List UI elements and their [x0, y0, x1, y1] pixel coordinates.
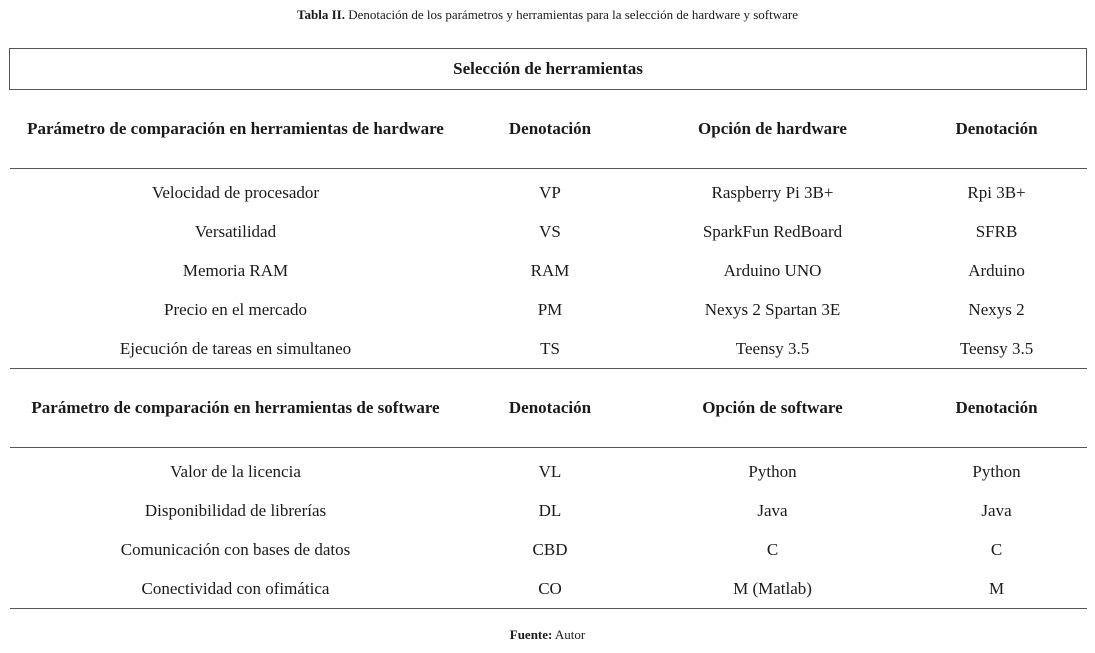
denotation-cell: VL — [538, 461, 562, 481]
table-row — [10, 251, 1087, 290]
denotation-cell: PM — [537, 299, 563, 319]
table-row — [10, 569, 1087, 609]
option-cell: Arduino UNO — [723, 260, 822, 280]
software-section — [10, 369, 1087, 609]
denotation-cell: RAM — [530, 260, 570, 280]
table-row — [10, 491, 1087, 530]
param-cell: Comunicación con bases de datos — [120, 539, 351, 559]
table-row — [10, 448, 1087, 492]
hardware-denotation-header: Denotación — [462, 90, 639, 169]
table-source-note — [0, 627, 1095, 643]
table-row — [10, 212, 1087, 251]
param-cell: Ejecución de tareas en simultaneo — [10, 329, 462, 369]
option-denotation-cell: Rpi 3B+ — [967, 182, 1026, 202]
param-cell: Velocidad de procesador — [151, 182, 320, 202]
option-cell: Teensy 3.5 — [639, 329, 907, 369]
option-cell: SparkFun RedBoard — [702, 221, 843, 241]
param-cell: Disponibilidad de librerías — [144, 500, 327, 520]
table-row — [10, 169, 1087, 213]
software-param-header: Parámetro de comparación en herramientas de software — [10, 369, 462, 448]
param-cell: Memoria RAM — [182, 260, 289, 280]
option-cell: C — [766, 539, 779, 559]
option-denotation-cell: M — [907, 569, 1087, 609]
table-row — [10, 530, 1087, 569]
hardware-param-header: Parámetro de comparación en herramientas de hardware — [10, 90, 462, 169]
software-option-header: Opción de software — [639, 369, 907, 448]
tools-table — [9, 48, 1087, 609]
option-denotation-cell: Nexys 2 — [968, 299, 1025, 319]
table-title-row — [10, 49, 1087, 90]
param-cell: Valor de la licencia — [170, 461, 301, 481]
option-denotation-cell: Teensy 3.5 — [907, 329, 1087, 369]
option-denotation-cell: Python — [972, 461, 1021, 481]
denotation-cell: TS — [462, 329, 639, 369]
option-cell: M (Matlab) — [639, 569, 907, 609]
hardware-denotation2-header: Denotación — [907, 90, 1087, 169]
table-row — [10, 329, 1087, 369]
hardware-option-header: Opción de hardware — [639, 90, 907, 169]
hardware-section — [10, 90, 1087, 369]
table-title: Selección de herramientas — [10, 49, 1087, 90]
option-denotation-cell: C — [990, 539, 1003, 559]
caption-label: Tabla II. — [297, 7, 345, 22]
option-denotation-cell: Java — [981, 500, 1012, 520]
tools-table-container — [9, 48, 1086, 609]
software-denotation-header: Denotación — [462, 369, 639, 448]
param-cell: Versatilidad — [194, 221, 277, 241]
param-cell: Conectividad con ofimática — [10, 569, 462, 609]
option-cell: Python — [748, 461, 797, 481]
footer-label: Fuente: — [509, 627, 553, 642]
option-cell: Java — [757, 500, 788, 520]
option-cell: Raspberry Pi 3B+ — [711, 182, 834, 202]
option-denotation-cell: SFRB — [975, 221, 1018, 241]
denotation-cell: VP — [539, 182, 561, 202]
param-cell: Precio en el mercado — [163, 299, 307, 319]
denotation-cell: CBD — [532, 539, 568, 559]
denotation-cell: CO — [462, 569, 639, 609]
footer-text: Autor — [552, 627, 586, 642]
caption-text: Denotación de los parámetros y herramientas para la selección de hardware y software — [344, 7, 798, 22]
table-row — [10, 290, 1087, 329]
table-caption — [0, 7, 1095, 23]
option-cell: Nexys 2 Spartan 3E — [704, 299, 841, 319]
hardware-header-row — [10, 90, 1087, 169]
option-denotation-cell: Arduino — [968, 260, 1025, 280]
software-header-row — [10, 369, 1087, 448]
denotation-cell: VS — [539, 221, 561, 241]
software-denotation2-header: Denotación — [907, 369, 1087, 448]
denotation-cell: DL — [538, 500, 562, 520]
